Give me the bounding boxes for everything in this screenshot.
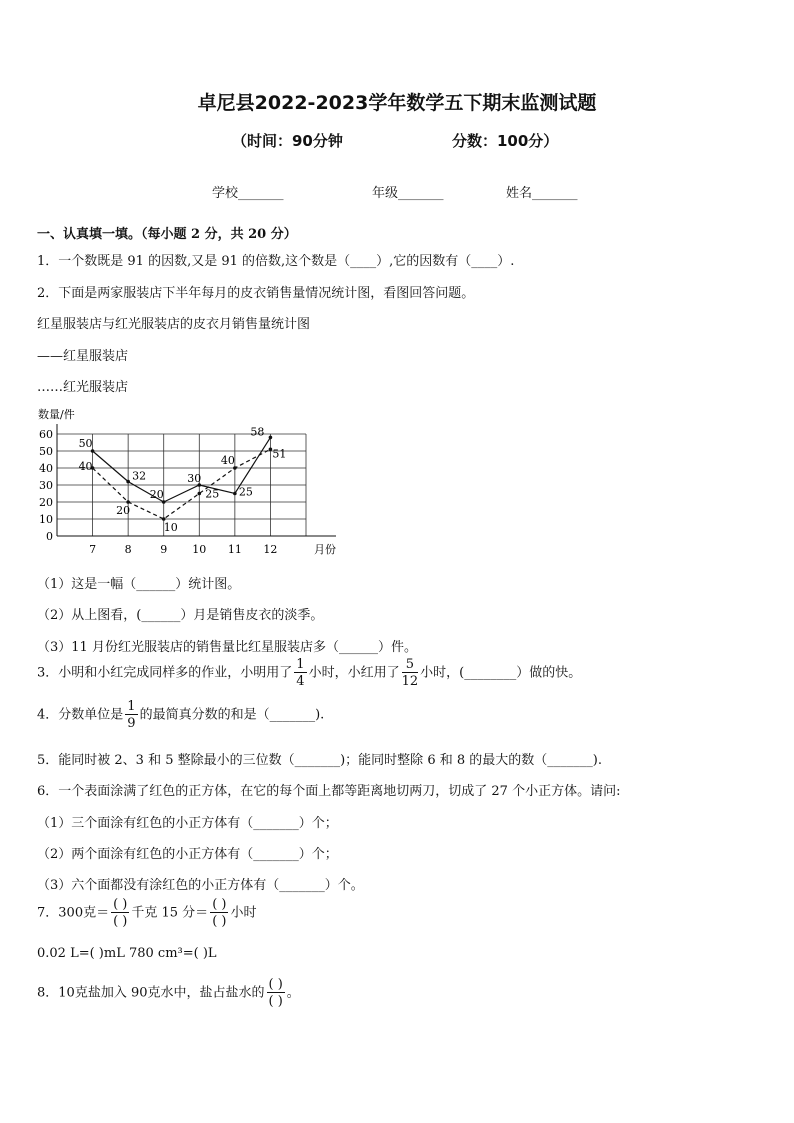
question-7-line-2: 0.02 L=( )mL 780 cm³=( )L (37, 946, 217, 961)
question-6-sub-2: （2）两个面涂有红色的小正方体有（_______）个； (37, 847, 338, 862)
question-3: 3．小明和小红完成同样多的作业，小明用了 $\frac{1}{4}$ 小时，小红用了 $\frac{5}{12}$ 小时，(________）做的快。 (37, 657, 582, 689)
data-point (126, 480, 130, 484)
exam-time: （时间：90分钟 (232, 132, 343, 150)
data-point (269, 436, 273, 440)
y-tick-label: 20 (39, 496, 53, 509)
y-tick-label: 40 (39, 462, 53, 475)
question-6-sub-1: （1）三个面涂有红色的小正方体有（_______）个； (37, 816, 338, 831)
x-axis-label: 月份 (314, 543, 336, 556)
data-label: 58 (250, 425, 265, 439)
data-label: 25 (238, 485, 253, 499)
school-field[interactable]: 学校_______ (212, 186, 284, 201)
question-2-sub-2: （2）从上图看，(______）月是销售皮衣的淡季。 (37, 608, 324, 623)
data-label: 30 (187, 472, 202, 485)
page-title: 卓尼县2022-2023学年数学五下期末监测试题 (197, 92, 597, 114)
question-6: 6．一个表面涂满了红色的正方体，在它的每个面上都等距离地切两刀，切成了 27 个小正方体。请问: (37, 784, 621, 799)
question-2: 2．下面是两家服装店下半年每月的皮衣销售量情况统计图，看图回答问题。 (37, 286, 475, 301)
x-tick-label: 8 (124, 543, 132, 556)
question-1: 1．一个数既是 91 的因数,又是 91 的倍数,这个数是（____）,它的因数有（____）. (37, 254, 515, 269)
fraction-one-ninth: $\frac{1}{9}$ (127, 699, 136, 731)
y-axis-label: 数量/件 (38, 408, 75, 421)
name-field[interactable]: 姓名_______ (506, 186, 578, 201)
x-tick-label: 12 (263, 543, 278, 556)
grade-field[interactable]: 年级_______ (372, 186, 444, 201)
data-label: 50 (78, 437, 93, 450)
legend-dashed: ……红光服装店 (37, 380, 129, 395)
y-tick-label: 10 (39, 513, 53, 526)
y-tick-label: 0 (46, 530, 53, 543)
exam-score: 分数：100分） (452, 132, 559, 150)
y-tick-label: 50 (39, 445, 53, 458)
data-label: 20 (149, 488, 164, 501)
data-label: 25 (205, 487, 220, 501)
x-tick-label: 9 (160, 543, 168, 556)
data-label: 32 (132, 469, 147, 483)
question-2-sub-1: （1）这是一幅（______）统计图。 (37, 577, 241, 592)
data-label: 20 (116, 504, 131, 517)
question-8: 8．10克盐加入 90克水中，盐占盐水的 $\frac{( )}{( )}$ 。 (37, 977, 300, 1009)
data-point (197, 492, 201, 496)
data-label: 10 (163, 521, 178, 534)
question-4: 4．分数单位是 $\frac{1}{9}$ 的最简真分数的和是（_______). (37, 699, 325, 731)
question-5: 5．能同时被 2、3 和 5 整除最小的三位数（_______)；能同时整除 6 和 8 的最大的数（_______). (37, 753, 602, 768)
legend-solid: ——红星服装店 (37, 349, 129, 364)
y-tick-label: 60 (39, 428, 53, 441)
fraction-blank: $\frac{( )}{( )}$ (212, 897, 227, 929)
chart-title: 红星服装店与红光服装店的皮衣月销售量统计图 (37, 317, 311, 332)
x-tick-label: 10 (192, 543, 207, 556)
question-2-sub-3: （3）11 月份红光服装店的销售量比红星服装店多（______）件。 (37, 640, 417, 655)
data-point (233, 492, 237, 496)
x-tick-label: 7 (89, 543, 97, 556)
fraction-five-twelfths: $\frac{5}{12}$ (401, 657, 419, 689)
data-label: 40 (78, 460, 93, 473)
y-tick-label: 30 (39, 479, 53, 492)
question-7: 7．300克＝ $\frac{( )}{( )}$ 千克 15 分＝ $\frac{( )}{( )}$ 小时 (37, 897, 257, 929)
question-6-sub-3: （3）六个面都没有涂红色的小正方体有（_______）个。 (37, 878, 364, 893)
fraction-blank: $\frac{( )}{( )}$ (268, 977, 283, 1009)
x-tick-label: 11 (227, 543, 242, 556)
section-heading: 一、认真填一填。（每小题 2 分，共 20 分） (37, 227, 297, 242)
data-label: 40 (220, 454, 235, 467)
fraction-one-quarter: $\frac{1}{4}$ (296, 657, 305, 689)
data-label: 51 (272, 447, 287, 461)
line-chart (30, 402, 350, 562)
fraction-blank: $\frac{( )}{( )}$ (113, 897, 128, 929)
